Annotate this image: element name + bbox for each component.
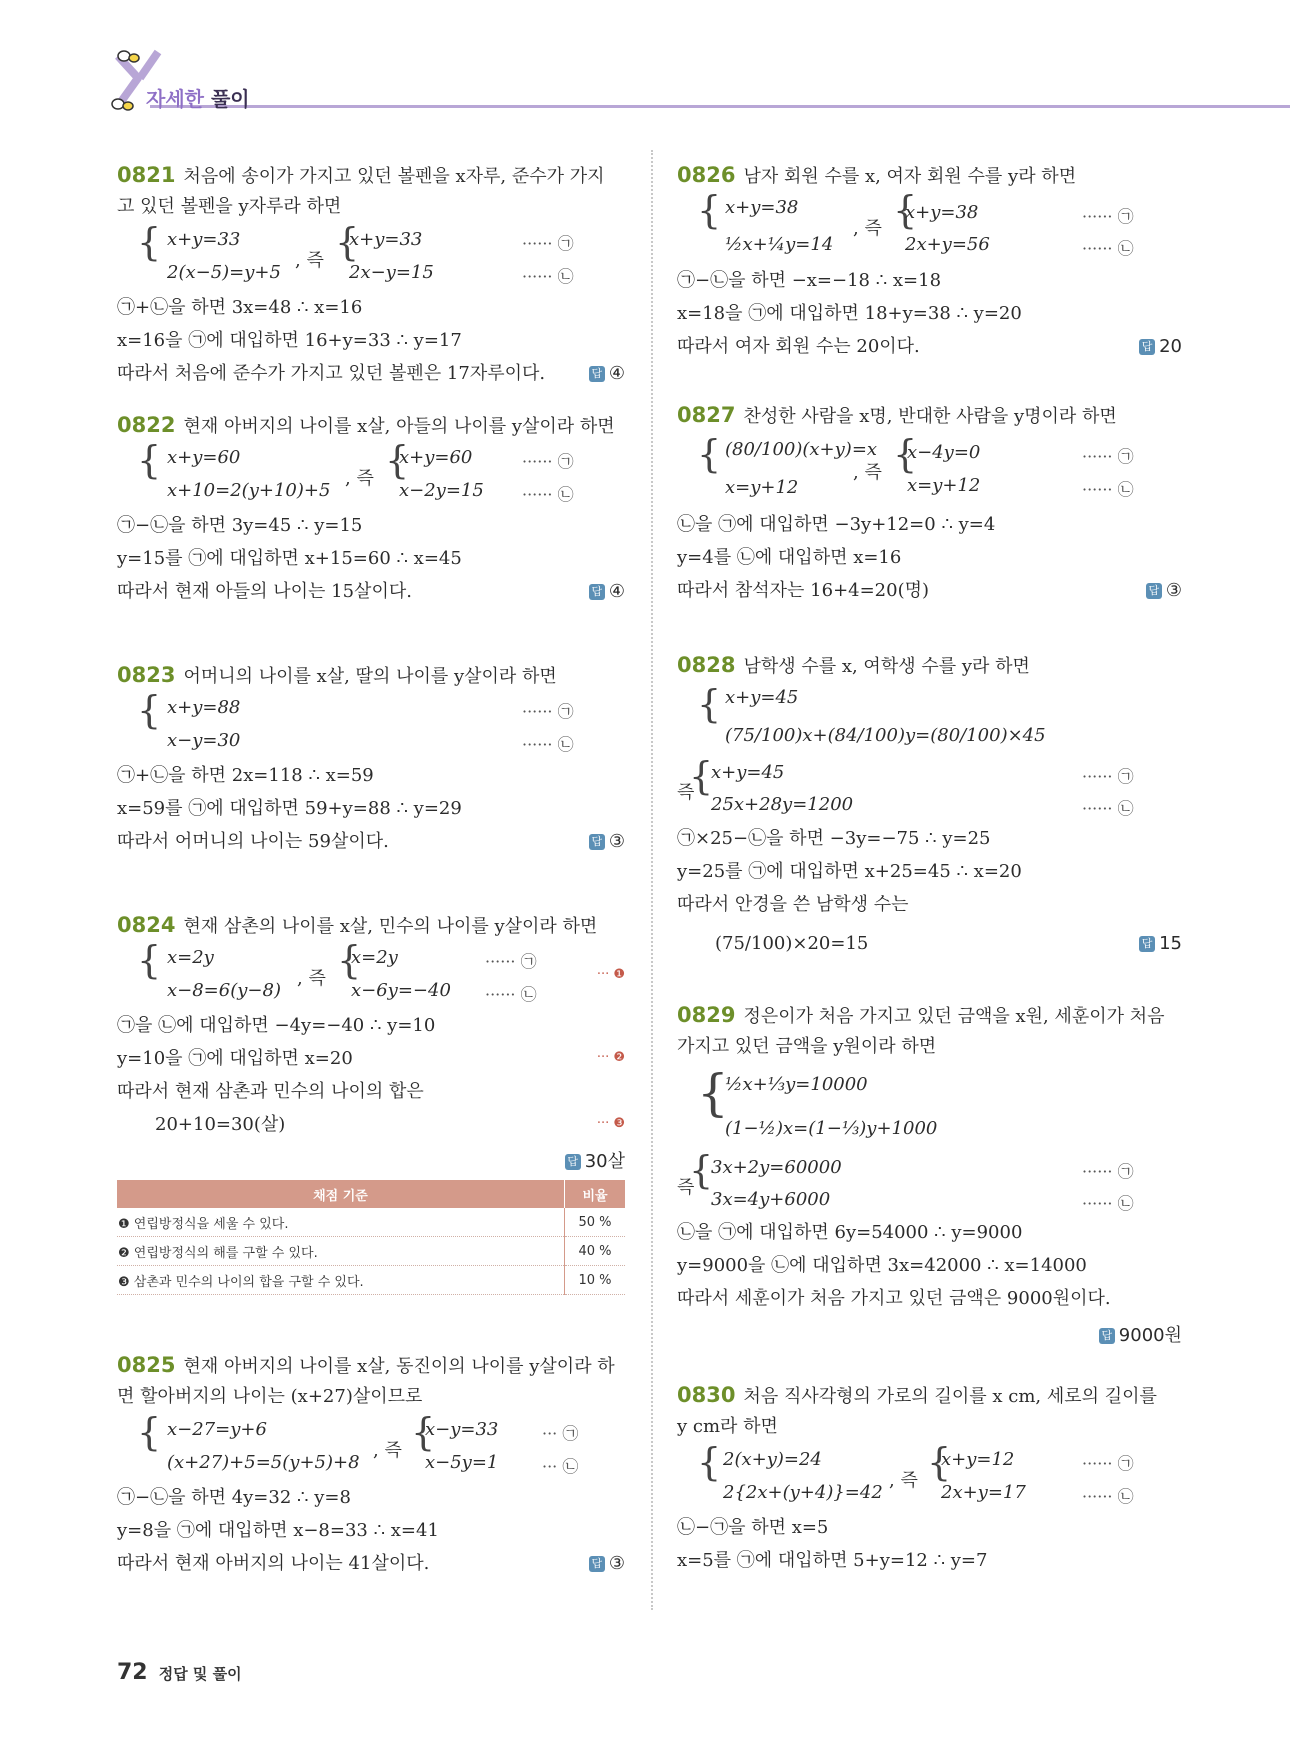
conj: , 즉	[373, 1440, 402, 1461]
conj: , 즉	[853, 218, 882, 239]
solution-step: 따라서 여자 회원 수는 20이다.	[677, 336, 920, 357]
equation-mark: ······ ㉠	[1082, 767, 1134, 786]
equation: 2{2x+(y+4)}=42	[723, 1482, 883, 1503]
brace: {	[893, 432, 918, 476]
solution-step: 따라서 안경을 쓴 남학생 수는	[677, 894, 909, 915]
brace: {	[137, 220, 162, 264]
equation-mark: ······ ㉠	[522, 234, 574, 253]
equation: x+y=45	[725, 687, 799, 708]
solution-step: x=5를 ㉠에 대입하면 5+y=12 ∴ y=7	[677, 1550, 988, 1571]
table-row: ❸ 삼촌과 민수의 나이의 합을 구할 수 있다. 10 %	[117, 1266, 625, 1295]
solution-step: 따라서 현재 삼촌과 민수의 나이의 합은	[117, 1081, 424, 1102]
problem-text: 현재 삼촌의 나이를 x살, 민수의 나이를 y살이라 하면	[183, 916, 598, 937]
step-marker: ··· ❸	[596, 1116, 625, 1131]
page-number: 72	[117, 1660, 148, 1685]
conj: , 즉	[345, 468, 374, 489]
brace: {	[335, 220, 360, 264]
equation-mark: ······ ㉡	[1082, 480, 1134, 499]
solution-step: y=15를 ㉠에 대입하면 x+15=60 ∴ x=45	[117, 548, 462, 569]
footer-label: 정답 및 풀이	[158, 1665, 242, 1683]
brace: {	[689, 754, 714, 798]
brace: {	[411, 1410, 436, 1454]
answer: 답 15	[1139, 933, 1182, 954]
equation: x+y=45	[711, 762, 785, 783]
grading-table	[117, 1180, 625, 1295]
solution-step: ㉡−㉠을 하면 x=5	[677, 1517, 829, 1538]
problem-text: 정은이가 처음 가지고 있던 금액을 x원, 세훈이가 처음	[743, 1006, 1165, 1027]
solution-step: x=18을 ㉠에 대입하면 18+y=38 ∴ y=20	[677, 303, 1022, 324]
table-header: 비율	[565, 1180, 626, 1208]
brace: {	[927, 1440, 952, 1484]
equation: x−2y=15	[399, 480, 484, 501]
brace: {	[893, 188, 918, 232]
equation: 2x−y=15	[349, 262, 434, 283]
equation-mark: ··· ㉡	[542, 1457, 579, 1476]
equation: 2x+y=56	[905, 234, 990, 255]
solution-step: y=4를 ㉡에 대입하면 x=16	[677, 547, 902, 568]
equation-mark: ······ ㉡	[1082, 799, 1134, 818]
problem-text: 처음에 송이가 가지고 있던 볼펜을 x자루, 준수가 가지	[183, 166, 605, 187]
conj: , 즉	[889, 1470, 918, 1491]
answer: 답 ③	[589, 1553, 625, 1574]
solution-step: y=10을 ㉠에 대입하면 x=20	[117, 1048, 353, 1069]
brace: {	[137, 688, 162, 732]
answer: 답 ③	[1146, 580, 1182, 601]
step-marker: ··· ❷	[596, 1050, 625, 1065]
brace: {	[337, 938, 362, 982]
answer-icon: 답	[1099, 1328, 1115, 1344]
solution-step: (75/100)×20=15	[715, 933, 869, 954]
answer-icon: 답	[1146, 583, 1162, 599]
column-divider	[651, 150, 653, 1610]
solution-step: ㉠을 ㉡에 대입하면 −4y=−40 ∴ y=10	[117, 1015, 436, 1036]
problem-number: 0829	[677, 1003, 736, 1027]
equation: x+y=12	[941, 1449, 1015, 1470]
solution-step: 따라서 참석자는 16+4=20(명)	[677, 580, 930, 601]
equation: x−y=30	[167, 730, 241, 751]
equation-mark: ······ ㉠	[522, 702, 574, 721]
equation-mark: ······ ㉡	[1082, 1487, 1134, 1506]
problem-text: 가지고 있던 금액을 y원이라 하면	[677, 1036, 937, 1057]
solution-step: 따라서 어머니의 나이는 59살이다.	[117, 831, 389, 852]
solution-step: ㉠−㉡을 하면 3y=45 ∴ y=15	[117, 515, 363, 536]
brace: {	[697, 1440, 722, 1484]
table-header: 채점 기준	[117, 1180, 565, 1208]
brace: {	[697, 432, 722, 476]
conj: 즉	[677, 1177, 695, 1198]
answer-icon: 답	[589, 1556, 605, 1572]
page-title	[146, 83, 250, 112]
equation: x+y=60	[167, 447, 241, 468]
conj: , 즉	[295, 250, 324, 271]
equation: ½x+¼y=14	[725, 234, 834, 255]
brace: {	[689, 1148, 714, 1192]
conj: , 즉	[297, 968, 326, 989]
solution-step: x=59를 ㉠에 대입하면 59+y=88 ∴ y=29	[117, 798, 462, 819]
equation: x+y=38	[725, 197, 799, 218]
brace: {	[137, 1410, 162, 1454]
equation-mark: ······ ㉠	[1082, 1162, 1134, 1181]
equation: 3x=4y+6000	[711, 1189, 831, 1210]
problem-text: 찬성한 사람을 x명, 반대한 사람을 y명이라 하면	[743, 406, 1117, 427]
page-header	[110, 48, 1298, 118]
equation: 2x+y=17	[941, 1482, 1026, 1503]
equation: (75/100)x+(84/100)y=(80/100)×45	[725, 725, 1046, 746]
equation-mark: ······ ㉠	[522, 452, 574, 471]
problem-number: 0830	[677, 1383, 736, 1407]
answer-icon: 답	[589, 834, 605, 850]
solution-step: x=16을 ㉠에 대입하면 16+y=33 ∴ y=17	[117, 330, 462, 351]
equation: x−5y=1	[425, 1452, 499, 1473]
answer-icon: 답	[589, 584, 605, 600]
solution-step: y=8을 ㉠에 대입하면 x−8=33 ∴ x=41	[117, 1520, 439, 1541]
solution-step: 따라서 현재 아들의 나이는 15살이다.	[117, 581, 412, 602]
equation: x+y=33	[349, 229, 423, 250]
problem-text: 현재 아버지의 나이를 x살, 아들의 나이를 y살이라 하면	[183, 416, 615, 437]
solution-step: ㉠−㉡을 하면 −x=−18 ∴ x=18	[677, 270, 942, 291]
problem-number: 0823	[117, 663, 176, 687]
equation: x−4y=0	[907, 442, 981, 463]
conj: 즉	[677, 782, 695, 803]
equation-mark: ······ ㉠	[1082, 1454, 1134, 1473]
equation: x−y=33	[425, 1419, 499, 1440]
problem-number: 0827	[677, 403, 736, 427]
equation-mark: ··· ㉠	[542, 1424, 579, 1443]
brace: {	[697, 682, 722, 726]
title-part2: 풀이	[210, 87, 250, 111]
answer-icon: 답	[1139, 339, 1155, 355]
equation-mark: ······ ㉠	[485, 952, 537, 971]
problem-text: 현재 아버지의 나이를 x살, 동진이의 나이를 y살이라 하	[183, 1356, 615, 1377]
problem-number: 0826	[677, 163, 736, 187]
equation-mark: ······ ㉡	[522, 735, 574, 754]
equation: 2(x−5)=y+5	[167, 262, 281, 283]
equation: x=y+12	[725, 477, 799, 498]
solution-step: y=25를 ㉠에 대입하면 x+25=45 ∴ x=20	[677, 861, 1022, 882]
problem-number: 0825	[117, 1353, 176, 1377]
problem-number: 0828	[677, 653, 736, 677]
answer: 답 9000원	[1099, 1321, 1182, 1347]
equation: x=y+12	[907, 475, 981, 496]
equation: x+10=2(y+10)+5	[167, 480, 331, 501]
solution-step: 따라서 세훈이가 처음 가지고 있던 금액은 9000원이다.	[677, 1288, 1111, 1309]
equation-mark: ······ ㉡	[522, 485, 574, 504]
problem-text: 남학생 수를 x, 여학생 수를 y라 하면	[743, 656, 1030, 677]
answer: 답 ④	[589, 363, 625, 384]
solution-step: ㉠+㉡을 하면 2x=118 ∴ x=59	[117, 765, 374, 786]
step-marker: ··· ❶	[596, 967, 625, 982]
brace: {	[385, 438, 410, 482]
solution-step: 20+10=30(살)	[155, 1114, 286, 1135]
equation: x=2y	[167, 947, 214, 968]
answer-icon: 답	[565, 1154, 581, 1170]
equation: x+y=88	[167, 697, 241, 718]
answer-icon: 답	[589, 366, 605, 382]
brace: {	[697, 188, 722, 232]
answer: 답 20	[1139, 336, 1182, 357]
problem-text: y cm라 하면	[677, 1416, 778, 1437]
answer: 답 ③	[589, 831, 625, 852]
answer: 답 30살	[565, 1147, 625, 1173]
table-row: ❷ 연립방정식의 해를 구할 수 있다. 40 %	[117, 1237, 625, 1266]
equation: (80/100)(x+y)=x	[725, 439, 878, 460]
brace: {	[137, 938, 162, 982]
equation: x−27=y+6	[167, 1419, 267, 1440]
equation: 3x+2y=60000	[711, 1157, 842, 1178]
equation-mark: ······ ㉡	[1082, 1194, 1134, 1213]
equation-mark: ······ ㉠	[1082, 207, 1134, 226]
equation-mark: ······ ㉡	[1082, 239, 1134, 258]
solution-step: y=9000을 ㉡에 대입하면 3x=42000 ∴ x=14000	[677, 1255, 1087, 1276]
equation: x−6y=−40	[351, 980, 451, 1001]
solution-step: ㉠−㉡을 하면 4y=32 ∴ y=8	[117, 1487, 351, 1508]
conj: , 즉	[853, 462, 882, 483]
brace: {	[697, 1064, 729, 1122]
equation: 25x+28y=1200	[711, 794, 854, 815]
equation-mark: ······ ㉠	[1082, 447, 1134, 466]
answer: 답 ④	[589, 581, 625, 602]
page-footer	[117, 1660, 242, 1685]
problem-number: 0822	[117, 413, 176, 437]
problem-text: 처음 직사각형의 가로의 길이를 x cm, 세로의 길이를	[743, 1386, 1157, 1407]
equation: 2(x+y)=24	[723, 1449, 822, 1470]
equation: x+y=38	[905, 202, 979, 223]
problem-text: 어머니의 나이를 x살, 딸의 나이를 y살이라 하면	[183, 666, 557, 687]
problem-text: 면 할아버지의 나이는 (x+27)살이므로	[117, 1386, 423, 1407]
problem-text: 고 있던 볼펜을 y자루라 하면	[117, 196, 342, 217]
solution-step: 따라서 현재 아버지의 나이는 41살이다.	[117, 1553, 430, 1574]
brace: {	[137, 438, 162, 482]
solution-step: ㉡을 ㉠에 대입하면 −3y+12=0 ∴ y=4	[677, 514, 996, 535]
equation-mark: ······ ㉡	[485, 985, 537, 1004]
solution-step: ㉡을 ㉠에 대입하면 6y=54000 ∴ y=9000	[677, 1222, 1023, 1243]
equation: x=2y	[351, 947, 398, 968]
problem-text: 남자 회원 수를 x, 여자 회원 수를 y라 하면	[743, 166, 1077, 187]
equation: x+y=33	[167, 229, 241, 250]
equation: (x+27)+5=5(y+5)+8	[167, 1452, 360, 1473]
solution-step: ㉠+㉡을 하면 3x=48 ∴ x=16	[117, 297, 363, 318]
equation: (1−½)x=(1−⅓)y+1000	[725, 1118, 938, 1139]
equation: ½x+⅓y=10000	[725, 1074, 868, 1095]
solution-step: ㉠×25−㉡을 하면 −3y=−75 ∴ y=25	[677, 828, 991, 849]
answer-icon: 답	[1139, 936, 1155, 952]
solution-step: 따라서 처음에 준수가 가지고 있던 볼펜은 17자루이다.	[117, 363, 546, 384]
problem-number: 0824	[117, 913, 176, 937]
table-row: ❶ 연립방정식을 세울 수 있다. 50 %	[117, 1208, 625, 1237]
equation: x−8=6(y−8)	[167, 980, 281, 1001]
equation-mark: ······ ㉡	[522, 267, 574, 286]
problem-number: 0821	[117, 163, 176, 187]
title-part1: 자세한	[146, 87, 204, 111]
header-rule	[150, 105, 1290, 108]
equation: x+y=60	[399, 447, 473, 468]
